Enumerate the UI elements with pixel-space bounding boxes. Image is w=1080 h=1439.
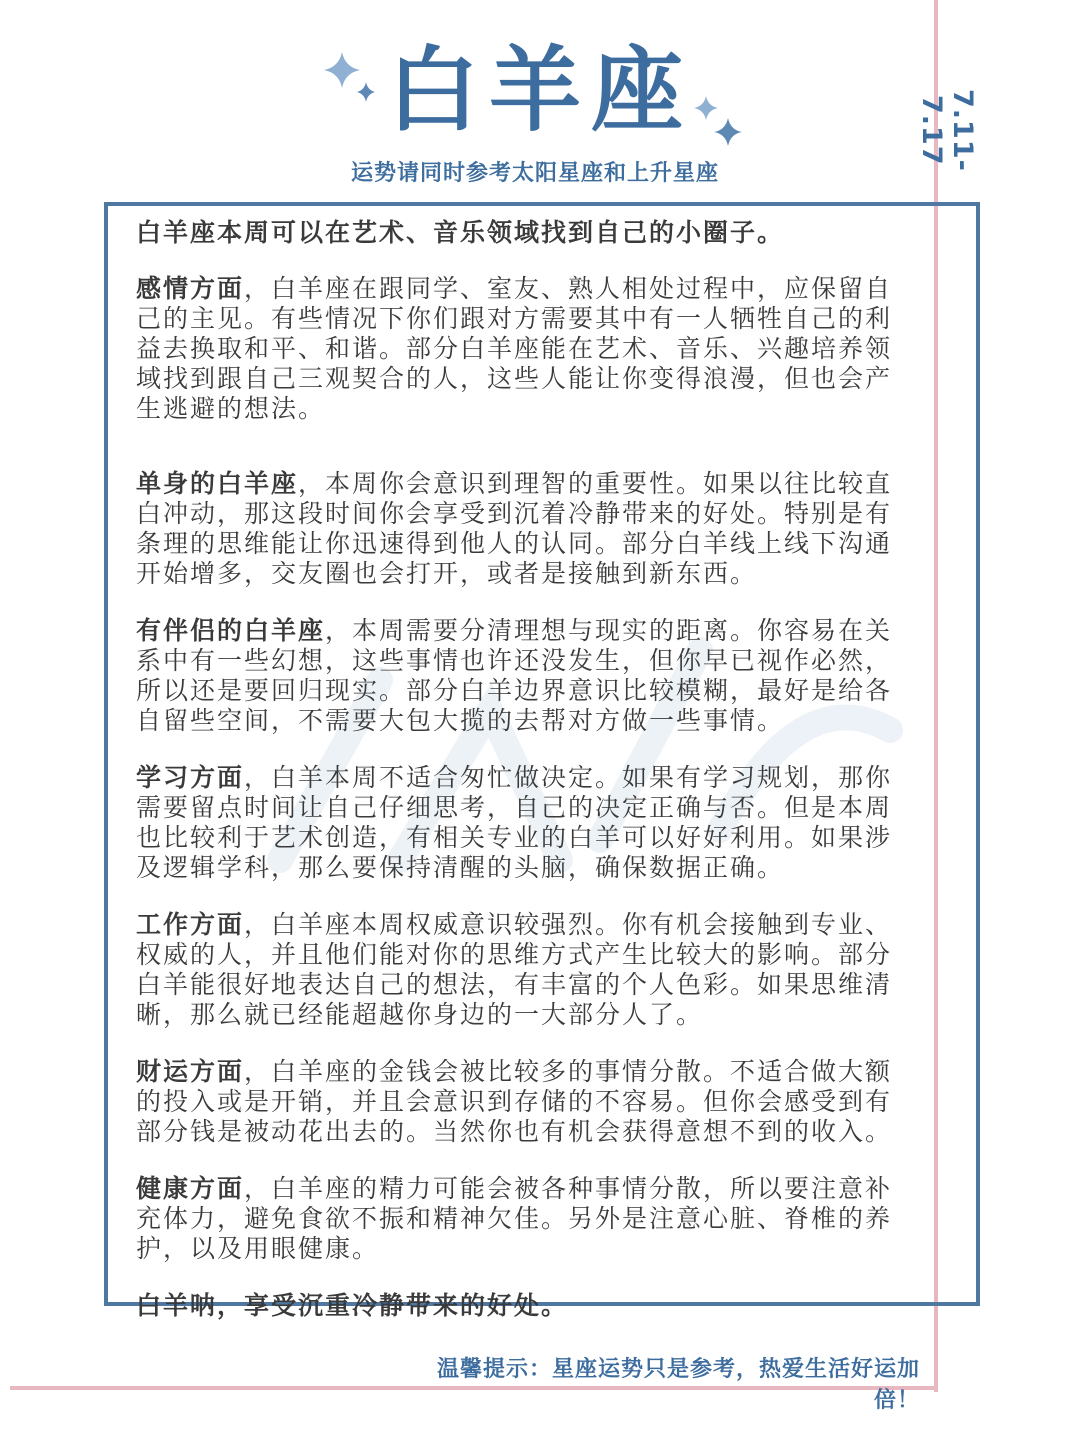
section-heading: 健康方面 — [136, 1174, 245, 1203]
section-partnered — [136, 616, 916, 736]
section-text: ，白羊座的精力可能会被各种事情分散，所以要注意补充体力，避免食欲不振和精神欠佳。另外是注意心脏、脊椎的养护，以及用眼健康。 — [136, 1174, 893, 1263]
section-heading: 财运方面 — [136, 1057, 245, 1086]
section-text: ，白羊本周不适合匆忙做决定。如果有学习规划，那你需要留点时间让自己仔细思考，自己的决定正确与否。但是本周也比较利于艺术创造，有相关专业的白羊可以好好利用。如果涉及逻辑学科，那么要保持清醒的头脑，确保数据正确。 — [136, 763, 893, 882]
closing-summary: 白羊呐，享受沉重冷静带来的好处。 — [136, 1291, 569, 1320]
section-text: ，本周你会意识到理智的重要性。如果以往比较直白冲动，那这段时间你会享受到沉着冷静带来的好处。特别是有条理的思维能让你迅速得到他人的认同。部分白羊线上线下沟通开始增多，交友圈也会打开，或者是接触到新东西。 — [136, 469, 893, 588]
section-heading: 工作方面 — [136, 910, 245, 939]
section-heading: 感情方面 — [136, 274, 245, 303]
section-text: ，白羊座的金钱会被比较多的事情分散。不适合做大额的投入或是开销，并且会意识到存储的不容易。但你会感受到有部分钱是被动花出去的。当然你也有机会获得意想不到的收入。 — [136, 1057, 893, 1146]
section-health — [136, 1174, 916, 1264]
footer-tip: 温馨提示：星座运势只是参考，热爱生活好运加倍！ — [436, 1357, 920, 1413]
horoscope-content — [136, 218, 916, 1321]
section-text: ，本周需要分清理想与现实的距离。你容易在关系中有一些幻想，这些事情也许还没发生，但你早已视作必然，所以还是要回归现实。部分白羊边界意识比较模糊，最好是给各自留些空间，不需要大包大揽的去帮对方做一些事情。 — [136, 616, 893, 735]
section-heading: 单身的白羊座 — [136, 469, 299, 498]
sparkle-icon — [322, 50, 382, 110]
section-love — [136, 274, 916, 424]
section-work — [136, 910, 916, 1030]
section-study — [136, 763, 916, 883]
lead-summary: 白羊座本周可以在艺术、音乐领域找到自己的小圈子。 — [136, 218, 785, 247]
section-wealth — [136, 1057, 916, 1147]
page-title: 白羊座 — [386, 37, 693, 144]
section-text: ，白羊座在跟同学、室友、熟人相处过程中，应保留自己的主见。有些情况下你们跟对方需要其中有一人牺牲自己的利益去换取和平、和谐。部分白羊座能在艺术、音乐、兴趣培养领域找到跟自己三观契合的人，这些人能让你变得浪漫，但也会产生逃避的想法。 — [136, 274, 893, 423]
date-range: 7.11-7.17 — [916, 88, 978, 172]
section-heading: 学习方面 — [136, 763, 245, 792]
page-subtitle: 运势请同时参考太阳星座和上升星座 — [350, 161, 719, 186]
section-single — [136, 469, 916, 589]
section-text: ，白羊座本周权威意识较强烈。你有机会接触到专业、权威的人，并且他们能对你的思维方式产生比较大的影响。部分白羊能很好地表达自己的想法，有丰富的个人色彩。如果思维清晰，那么就已经能超越你身边的一大部分人了。 — [136, 910, 893, 1029]
section-heading: 有伴侣的白羊座 — [136, 616, 326, 645]
